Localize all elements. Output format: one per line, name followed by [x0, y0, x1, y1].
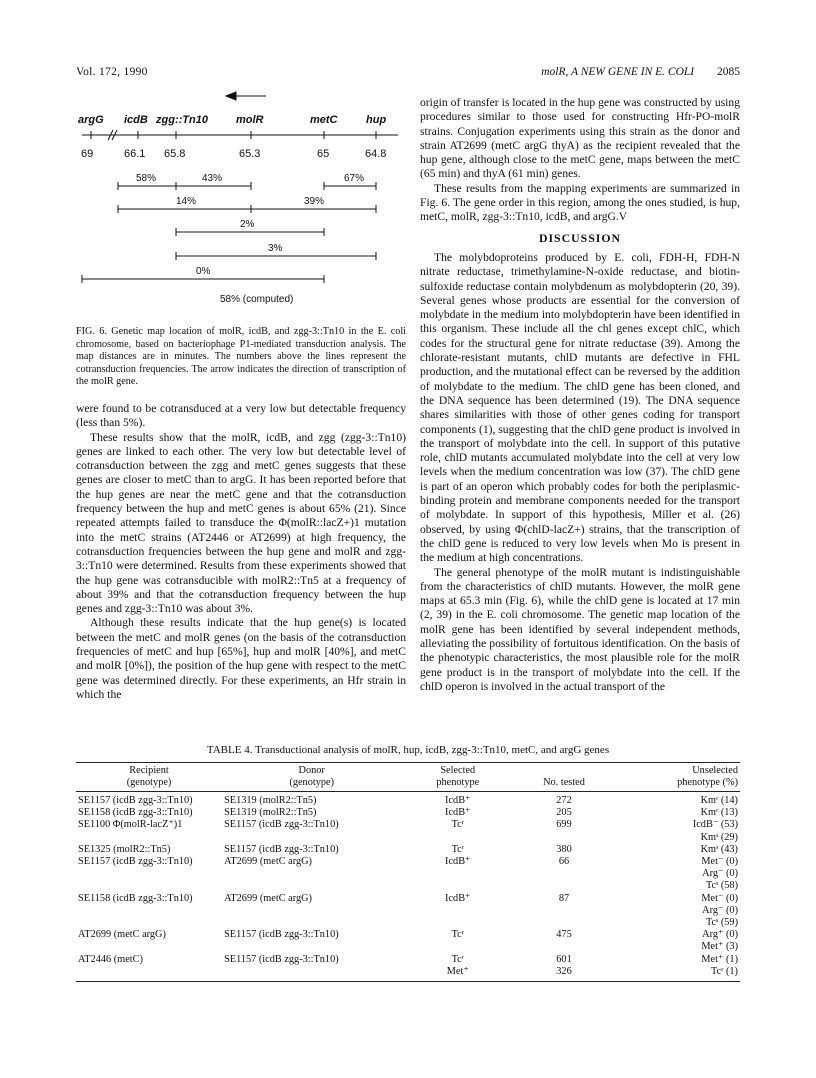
cell-unselected: Met⁺ (1) Tcʳ (1) — [614, 954, 740, 982]
left-paragraph-3: Although these results indicate that the hup gene(s) is located between the metC and molR genes (on the basis of the cotransduction frequencies of metC and hup [65%], hup and molR [40%], and metC and molR [0%]), the position of the hup gene with respect to the metC gene was determined directly. For these experiments, an Hfr strain in which the — [76, 616, 406, 701]
cell-tested: 66 — [558, 856, 570, 868]
cell-tested: 601 326 — [514, 954, 614, 982]
col-selected: Selected phenotype — [401, 763, 514, 792]
map-position-molR: 65.3 — [239, 148, 261, 160]
cell-selected: Tcʳ — [451, 819, 464, 831]
cell-donor: SE1319 (molR2::Tn5) — [224, 795, 317, 806]
left-paragraph-2: These results show that the molR, icdB, and zgg (zgg-3::Tn10) genes are linked to each other. The very low but detectable level of cotransduction between the zgg and metC genes suggests that these genes are closer to metC than to argG. It has been reported before that the hup genes are near the metC gene and that the cotransduction frequency between the hup and metC genes is about 65% (21). Since repeated attempts failed to transduce the Φ(molR::lacZ+)1 mutation into the metC strains (AT2446 or AT2699) at high frequency, the cotransduction frequencies between the hup gene and molR and zgg-3::Tn10 were determined. Results from these experiments showed that the hup gene was cotransducible with molR2::Tn5 at a frequency of about 39% and that the cotransduction frequency between the hup genes and zgg-3::Tn10 was about 3%. — [76, 430, 406, 616]
cotrans-label-43: 43% — [202, 173, 223, 184]
cell-recipient: SE1157 (icdB zgg-3::Tn10) — [78, 856, 193, 868]
gene-label-icdB: icdB — [124, 114, 148, 126]
table-row — [76, 954, 740, 982]
right-paragraph-3: The molybdoproteins produced by E. coli, FDH-H, FDH-N nitrate reductase, trimethylamine-N-oxide reductase, and biotin-sulfoxide reductase contain molybdenum as molybdopterin (20, 39). Several genes whose products are essential for the conversion of molybdate in the medium into molybdopterin have been identified in this organism. These include all the chl genes except chlC, which codes for the structural gene for nitrate reductase (39). Among the chlorate-resistant mutants, chlD mutants are defective in FHL production, and the mutational effect can be reversed by the addition of molybdate to the medium. The chlD gene has been cloned, and the DNA sequence has been determined (19). The DNA sequence shares similarities with those of other genes coding for transport components (1), suggesting that the chlD gene product is involved in the transport of molybdate into the cell. In support of this putative role, chlD mutants accumulated molybdate into the cell at very low levels when the medium concentration was low (37). The chlD gene is part of an operon which probably codes for both the periplasmic-binding protein and membrane components needed for the transport of molybdate. In support of this hypothesis, Miller et al. (26) observed, by using Φ(chlD-lacZ+) strains, that the transcription of the chlD gene is reduced to very low levels when Mo is present in the medium at high concentrations. — [420, 250, 740, 565]
cell-donor: AT2699 (metC argG) — [224, 856, 312, 868]
cell-selected: Tcʳ Met⁺ — [401, 954, 514, 982]
cell-unselected: Kmʳ (14) — [700, 795, 738, 806]
table-row — [76, 856, 740, 893]
cell-selected: Tcʳ — [451, 929, 464, 941]
cotrans-label-computed: 58% (computed) — [220, 294, 294, 305]
cell-selected: IcdB⁺ — [445, 795, 471, 806]
cell-tested: 475 — [556, 929, 572, 941]
col-tested: No. tested — [514, 763, 614, 792]
cell-donor: SE1319 (molR2::Tn5) — [224, 807, 317, 819]
cotrans-label-0: 0% — [196, 266, 211, 277]
gene-label-zgg: zgg::Tn10 — [156, 114, 208, 126]
running-title: molR, A NEW GENE IN E. COLI — [541, 66, 695, 78]
left-paragraph-1: were found to be cotransduced at a very low but detectable frequency (less than 5%). — [76, 402, 406, 430]
cell-recipient: SE1158 (icdB zgg-3::Tn10) — [78, 892, 193, 904]
cell-donor: SE1157 (icdB zgg-3::Tn10) — [222, 954, 401, 982]
cell-unselected: IcdB⁻ (53) Kmˢ (29) — [692, 819, 738, 843]
cell-donor: SE1157 (icdB zgg-3::Tn10) — [224, 819, 339, 831]
transduction-table — [76, 762, 740, 982]
genetic-map-figure — [76, 90, 406, 314]
gene-label-molR: molR — [236, 114, 264, 126]
table-4 — [76, 744, 740, 982]
left-column-body — [76, 402, 406, 702]
page-number: 2085 — [717, 66, 740, 78]
discussion-heading: DISCUSSION — [538, 230, 622, 245]
col-unselected: Unselected phenotype (%) — [614, 763, 740, 792]
table-row — [76, 807, 740, 819]
right-column-body — [420, 96, 740, 694]
map-position-zgg: 65.8 — [164, 148, 186, 160]
table-title: TABLE 4. Transductional analysis of molR, hup, icdB, zgg-3::Tn10, metC, and argG genes — [206, 744, 610, 756]
cell-selected: IcdB⁺ — [445, 892, 471, 904]
cell-recipient: SE1100 Φ(molR-lacZ⁺)1 — [78, 819, 183, 831]
cotrans-label-3: 3% — [268, 243, 283, 254]
gene-label-argG: argG — [78, 114, 104, 126]
map-position-argG: 69 — [81, 148, 94, 160]
running-header-right — [541, 66, 740, 78]
table-body — [76, 792, 740, 982]
cotrans-label-67: 67% — [344, 173, 365, 184]
cell-selected: IcdB⁺ — [445, 807, 471, 819]
table-row — [76, 929, 740, 953]
cotrans-label-14: 14% — [176, 196, 197, 207]
table-row — [76, 792, 740, 808]
transcription-arrow-head — [226, 92, 236, 100]
cell-unselected: Met⁻ (0) Arg⁻ (0) Tcˢ (59) — [701, 892, 738, 929]
cell-recipient: AT2446 (metC) — [76, 954, 222, 982]
cell-selected: IcdB⁺ — [445, 856, 471, 868]
cell-recipient: SE1157 (icdB zgg-3::Tn10) — [78, 795, 193, 806]
cell-donor: AT2699 (metC argG) — [224, 892, 312, 904]
cell-tested: 699 — [556, 819, 572, 831]
cell-unselected: Kmʳ (13) — [700, 807, 738, 819]
gene-label-metC: metC — [310, 114, 338, 126]
map-position-hup: 64.8 — [365, 148, 387, 160]
cell-tested: 205 — [556, 807, 572, 819]
table-row — [76, 844, 740, 856]
gene-label-hup: hup — [366, 114, 387, 126]
cell-selected: Tcʳ — [451, 843, 464, 855]
cotrans-label-39: 39% — [304, 196, 325, 207]
cotrans-label-58: 58% — [136, 173, 157, 184]
map-position-icdB: 66.1 — [124, 148, 146, 160]
cell-unselected: Kmˢ (43) — [700, 843, 738, 855]
cell-tested: 87 — [558, 892, 570, 904]
map-position-metC: 65 — [317, 148, 330, 160]
figure-caption: FIG. 6. Genetic map location of molR, icdB, and zgg-3::Tn10 in the E. coli chromosome, based on bacteriophage P1-mediated transduction analysis. The map distances are in minutes. The numbers above the lines represent the cotransduction frequencies. The arrow indicates the direction of transcription of the molR gene. — [76, 326, 406, 388]
cell-donor: SE1157 (icdB zgg-3::Tn10) — [224, 929, 339, 941]
cell-recipient: SE1158 (icdB zgg-3::Tn10) — [78, 807, 193, 819]
running-header-volume: Vol. 172, 1990 — [76, 66, 148, 78]
cell-recipient: SE1325 (molR2::Tn5) — [78, 843, 171, 855]
col-recipient: Recipient (genotype) — [76, 763, 222, 792]
cell-donor: SE1157 (icdB zgg-3::Tn10) — [224, 843, 339, 855]
col-donor: Donor (genotype) — [222, 763, 401, 792]
cell-unselected: Met⁻ (0) Arg⁻ (0) Tcˢ (58) — [701, 856, 738, 892]
right-paragraph-1: origin of transfer is located in the hup gene was constructed by using procedures similar to those used for constructing Hfr-PO-molR strains. Conjugation experiments using this strain as the donor and strain AT2699 (metC argG thyA) as the recipient revealed that the hup gene, although close to the metC gene, maps between the metC (65 min) and thyA (61 min) genes. — [420, 96, 740, 181]
cotrans-label-2: 2% — [240, 219, 255, 230]
cell-recipient: AT2699 (metC argG) — [78, 929, 166, 941]
cell-tested: 380 — [556, 843, 572, 855]
table-row — [76, 893, 740, 930]
cell-unselected: Arg⁺ (0) Met⁺ (3) — [701, 929, 738, 953]
right-paragraph-2: These results from the mapping experiments are summarized in Fig. 6. The gene order in this region, among the ones studied, is hup, metC, molR, zgg-3::Tn10, icdB, and argG.V — [420, 181, 740, 224]
cell-tested: 272 — [556, 795, 572, 806]
right-paragraph-4: The general phenotype of the molR mutant is indistinguishable from the characteristics of chlD mutants. However, the molR gene maps at 65.3 min (Fig. 6), while the chlD gene is located at 17 min (2, 39) in the E. coli chromosome. The genetic map location of the molR gene has been identified by several independent methods, alleviating the possibility of fortuitous identification. On the basis of the phenotypic characteristics, the most plausible role for the molR gene product is in the transport of molybdate into the cell. If the chlD operon is involved in the actual transport of the — [420, 565, 740, 693]
table-row — [76, 819, 740, 843]
